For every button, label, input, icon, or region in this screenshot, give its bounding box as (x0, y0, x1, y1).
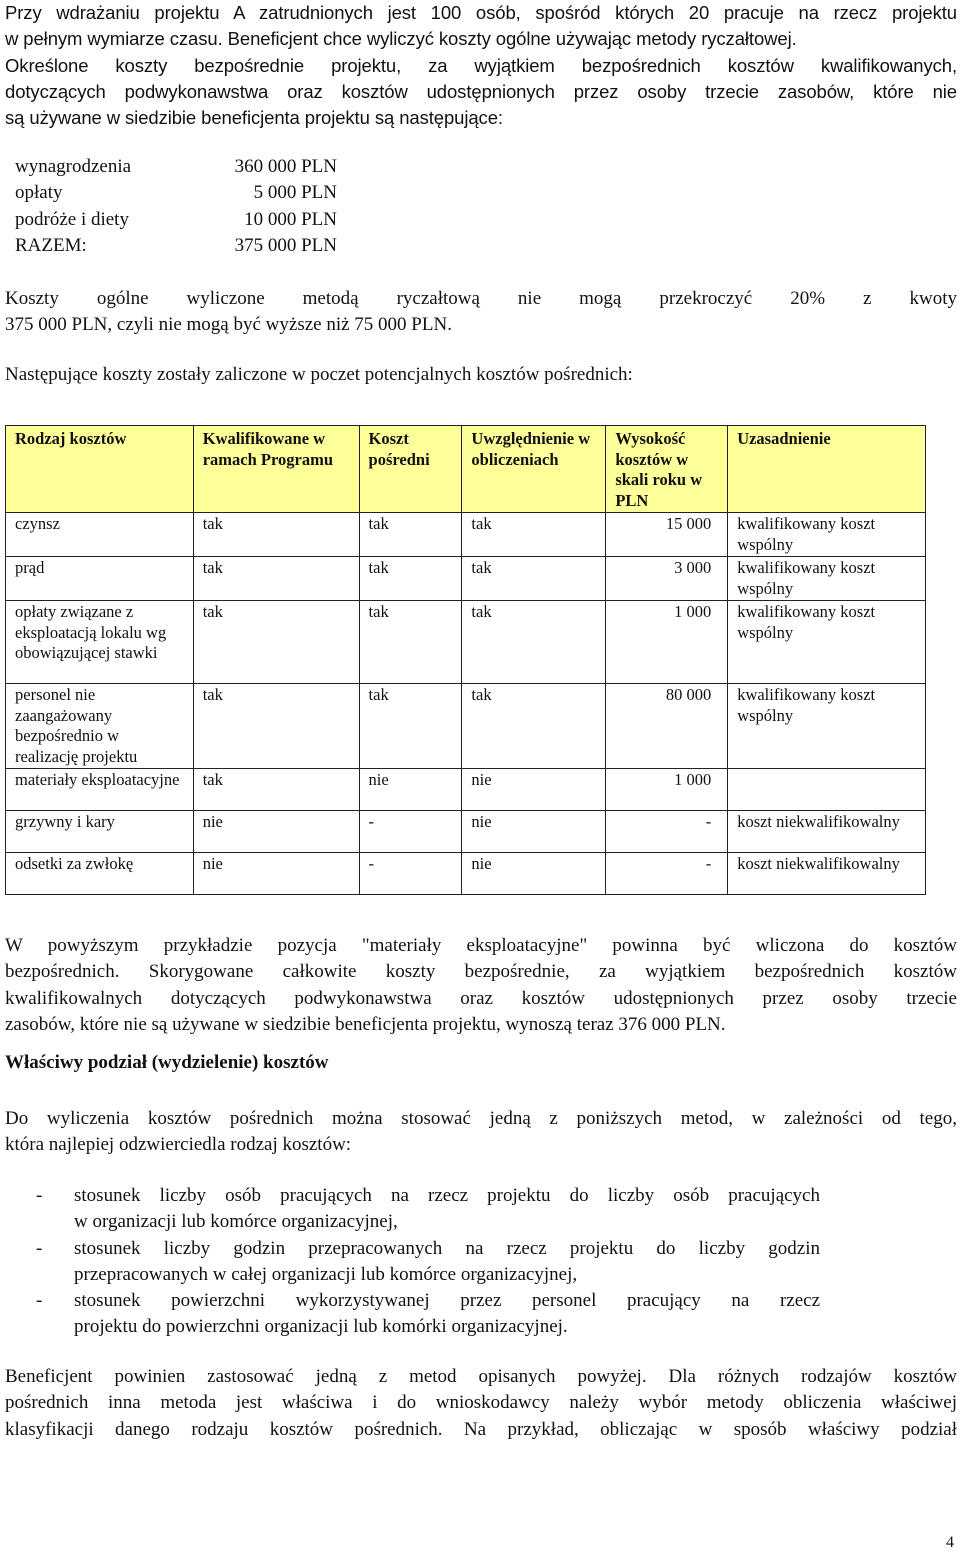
intro-line: są używane w siedzibie beneficjenta projektu są następujące: (5, 107, 503, 129)
direct-cost-row (15, 180, 337, 206)
table-cell: nie (462, 853, 606, 895)
limit-paragraph (5, 286, 957, 339)
table-cell: - (606, 853, 728, 895)
intro-line: dotyczących podwykonawstwa oraz kosztów udostępnionych przez osoby trzecie zasobów, które nie (5, 80, 957, 102)
direct-cost-value: 10 000 PLN (244, 208, 337, 230)
methods-intro-line: Do wyliczenia kosztów pośrednich można stosować jedną z poniższych metod, w zależności od tego, (5, 1108, 957, 1129)
table-cell: prąd (6, 557, 194, 601)
direct-cost-label: opłaty (15, 182, 63, 204)
table-cell (728, 769, 926, 811)
table-cell: tak (462, 684, 606, 769)
correction-line: W powyższym przykładzie pozycja "materiały eksploatacyjne" powinna być wliczona do kosztów (5, 935, 957, 956)
correction-line: zasobów, które nie są używane w siedzibie beneficjenta projektu, wynoszą teraz 376 000 PLN. (5, 1013, 726, 1035)
list-item (36, 1236, 820, 1289)
table-cell: opłaty związane z eksploatacją lokalu wg obowiązującej stawki (6, 601, 194, 684)
closing-line: klasyfikacji danego rodzaju kosztów pośrednich. Na przykład, obliczając w sposób właściwy podział (5, 1418, 957, 1440)
table-cell: tak (193, 601, 359, 684)
methods-intro-line: która najlepiej odzwierciedla rodzaj kosztów: (5, 1134, 352, 1156)
table-header-cell: Uwzględnienie w obliczeniach (462, 426, 606, 513)
list-item-line: stosunek liczby godzin przepracowanych na rzecz projektu do liczby godzin (74, 1237, 820, 1259)
table-cell: 1 000 (606, 601, 728, 684)
table-row (6, 853, 926, 895)
table-row (6, 811, 926, 853)
table-cell: nie (462, 811, 606, 853)
table-row (6, 601, 926, 684)
table-cell: 3 000 (606, 557, 728, 601)
list-item-line: stosunek liczby osób pracujących na rzecz projektu do liczby osób pracujących (74, 1185, 820, 1206)
table-cell: tak (193, 513, 359, 557)
direct-cost-total-row (15, 233, 337, 259)
list-item (36, 1183, 820, 1236)
direct-cost-value: 375 000 PLN (234, 234, 337, 256)
table-header-row (6, 426, 926, 513)
table-cell: kwalifikowany koszt wspólny (728, 601, 926, 684)
table-cell: 15 000 (606, 513, 728, 557)
closing-paragraph (5, 1364, 957, 1443)
table-intro: Następujące koszty zostały zaliczone w poczet potencjalnych kosztów pośrednich: (5, 364, 633, 385)
table-row (6, 684, 926, 769)
direct-cost-label: podróże i diety (15, 208, 129, 230)
table-cell: kwalifikowany koszt wspólny (728, 513, 926, 557)
table-cell: kwalifikowany koszt wspólny (728, 684, 926, 769)
direct-cost-row (15, 154, 337, 180)
table-cell: tak (193, 684, 359, 769)
table-cell: tak (359, 684, 462, 769)
table-cell: 80 000 (606, 684, 728, 769)
table-cell: koszt niekwalifikowalny (728, 811, 926, 853)
methods-intro-paragraph (5, 1106, 957, 1159)
page-number: 4 (946, 1534, 954, 1551)
table-row (6, 513, 926, 557)
list-item-line: projektu do powierzchni organizacji lub komórki organizacyjnej. (74, 1316, 568, 1338)
table-cell: odsetki za zwłokę (6, 853, 194, 895)
table-cell: tak (359, 513, 462, 557)
table-row (6, 769, 926, 811)
table-cell: - (359, 853, 462, 895)
table-cell: nie (193, 853, 359, 895)
correction-line: bezpośrednich. Skorygowane całkowite koszty bezpośrednie, za wyjątkiem bezpośrednich kosztów (5, 961, 957, 983)
table-header-cell: Koszt pośredni (359, 426, 462, 513)
correction-paragraph (5, 933, 957, 1038)
direct-cost-label: RAZEM: (15, 234, 87, 256)
table-cell: nie (359, 769, 462, 811)
list-item (36, 1288, 820, 1341)
table-cell: tak (359, 601, 462, 684)
table-cell: personel nie zaangażowany bezpośrednio w realizację projektu (6, 684, 194, 769)
intro-paragraph (5, 0, 957, 131)
table-cell: grzywny i kary (6, 811, 194, 853)
table-cell: nie (462, 769, 606, 811)
table-cell: nie (193, 811, 359, 853)
table-row (6, 557, 926, 601)
list-dash: - (36, 1237, 43, 1259)
table-cell: tak (193, 769, 359, 811)
limit-line: Koszty ogólne wyliczone metodą ryczałtową nie mogą przekroczyć 20% z kwoty (5, 288, 957, 309)
direct-cost-row (15, 207, 337, 233)
indirect-costs-table (5, 425, 926, 895)
list-item-line: stosunek powierzchni wykorzystywanej przez personel pracujący na rzecz (74, 1290, 820, 1312)
table-cell: 1 000 (606, 769, 728, 811)
correction-line: kwalifikowalnych dotyczących podwykonawstwa oraz kosztów udostępnionych przez osoby trzecie (5, 987, 957, 1009)
table-cell: - (359, 811, 462, 853)
methods-list (36, 1183, 820, 1341)
table-cell: tak (462, 557, 606, 601)
table-cell: materiały eksploatacyjne (6, 769, 194, 811)
table-cell: tak (462, 513, 606, 557)
list-item-line: przepracowanych w całej organizacji lub komórce organizacyjnej, (74, 1263, 578, 1285)
table-cell: kwalifikowany koszt wspólny (728, 557, 926, 601)
table-cell: tak (193, 557, 359, 601)
direct-cost-value: 360 000 PLN (234, 156, 337, 177)
intro-line: Przy wdrażaniu projektu A zatrudnionych jest 100 osób, spośród których 20 pracuje na rzecz projektu (5, 2, 957, 23)
table-cell: - (606, 811, 728, 853)
table-header-cell: Kwalifikowane w ramach Programu (193, 426, 359, 513)
table-header-cell: Rodzaj kosztów (6, 426, 194, 513)
intro-line: Określone koszty bezpośrednie projektu, za wyjątkiem bezpośrednich kosztów kwalifikowanych, (5, 54, 957, 76)
list-dash: - (36, 1185, 43, 1206)
direct-costs-list (15, 154, 337, 259)
intro-line: w pełnym wymiarze czasu. Beneficjent chce wyliczyć koszty ogólne używając metody ryczałtowej. (5, 28, 797, 50)
table-cell: tak (359, 557, 462, 601)
table-header-cell: Wysokość kosztów w skali roku w PLN (606, 426, 728, 513)
section-heading: Właściwy podział (wydzielenie) kosztów (5, 1052, 329, 1073)
closing-line: Beneficjent powinien zastosować jedną z metod opisanych powyżej. Dla różnych rodzajów kosztów (5, 1366, 957, 1387)
table-header-cell: Uzasadnienie (728, 426, 926, 513)
list-item-line: w organizacji lub komórce organizacyjnej, (74, 1211, 398, 1233)
limit-line: 375 000 PLN, czyli nie mogą być wyższe niż 75 000 PLN. (5, 314, 452, 336)
table-cell: tak (462, 601, 606, 684)
list-dash: - (36, 1290, 43, 1312)
table-cell: czynsz (6, 513, 194, 557)
direct-cost-value: 5 000 PLN (253, 182, 337, 204)
closing-line: pośrednich inna metoda jest właściwa i do wnioskodawcy należy wybór metody obliczenia właściwej (5, 1392, 957, 1414)
direct-cost-label: wynagrodzenia (15, 156, 132, 177)
table-cell: koszt niekwalifikowalny (728, 853, 926, 895)
